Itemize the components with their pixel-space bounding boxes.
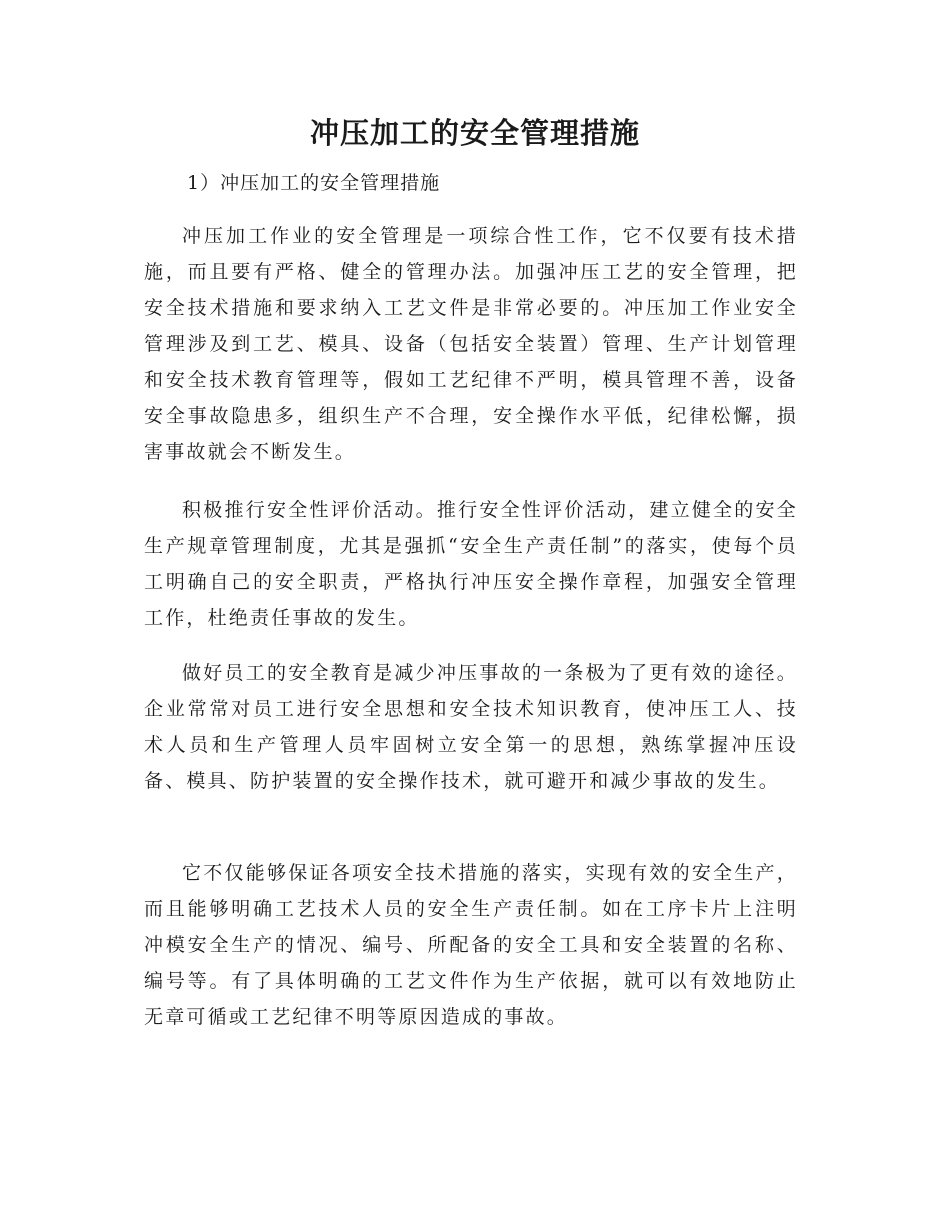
- paragraph-1: 冲压加工作业的安全管理是一项综合性工作，它不仅要有技术措施，而且要有严格、健全的管理办法。加强冲压工艺的安全管理，把安全技术措施和要求纳入工艺文件是非常必要的。冲压加工作业安全管理涉及到工艺、模具、设备（包括安全装置）管理、生产计划管理和安全技术教育管理等，假如工艺纪律不严明，模具管理不善，设备安全事故隐患多，组织生产不合理，安全操作水平低，纪律松懈，损害事故就会不断发生。: [144, 225, 798, 463]
- section-heading: 1）冲压加工的安全管理措施: [187, 172, 441, 194]
- paragraph-2: 积极推行安全性评价活动。推行安全性评价活动，建立健全的安全生产规章管理制度，尤其是强抓“安全生产责任制”的落实，使每个员工明确自己的安全职责，严格执行冲压安全操作章程，加强安全管理工作，杜绝责任事故的发生。: [144, 499, 798, 629]
- document-title: 冲压加工的安全管理措施: [309, 116, 640, 150]
- paragraph-3: 做好员工的安全教育是减少冲压事故的一条极为了更有效的途径。企业常常对员工进行安全思想和安全技术知识教育，使冲压工人、技术人员和生产管理人员牢固树立安全第一的思想，熟练掌握冲压设备、模具、防护装置的安全操作技术，就可避开和减少事故的发生。: [144, 662, 798, 792]
- paragraph-4: 它不仅能够保证各项安全技术措施的落实，实现有效的安全生产，而且能够明确工艺技术人员的安全生产责任制。如在工序卡片上注明冲模安全生产的情况、编号、所配备的安全工具和安全装置的名称、编号等。有了具体明确的工艺文件作为生产依据，就可以有效地防止无章可循或工艺纪律不明等原因造成的事故。: [144, 862, 798, 1028]
